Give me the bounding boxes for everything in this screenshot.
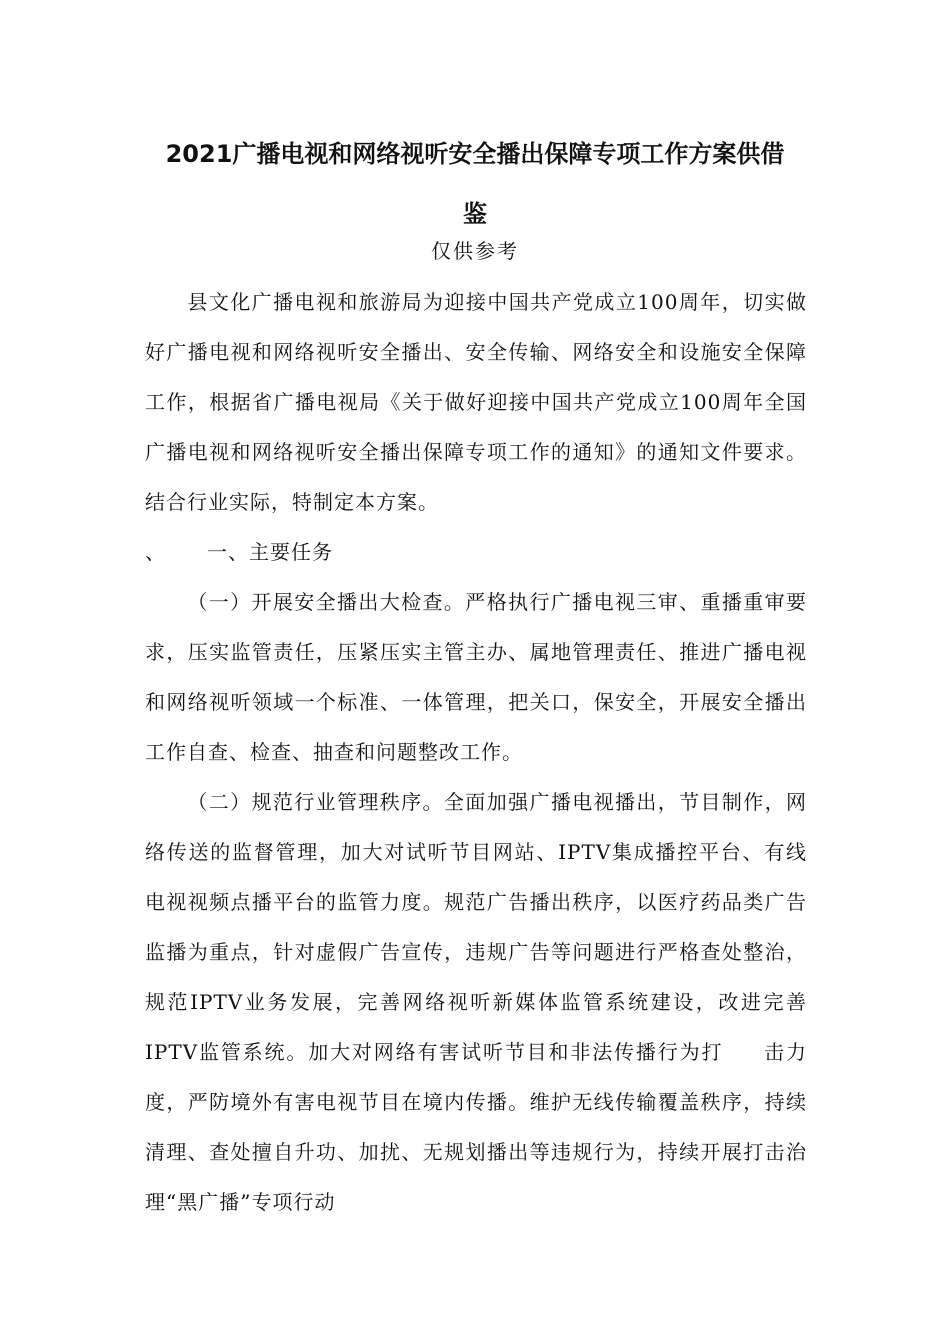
- paragraph-intro: [145, 277, 807, 527]
- section-heading-row: [145, 527, 807, 577]
- paragraph-task-2-text-a: （二）规范行业管理秩序。全面加强广播电视播出，节目制作，网络传送的监督管理，加大对试听节目网站、IPTV集成播控平台、有线电视视频点播平台的监管力度。规范广告播出秩序，以医疗药品类广告监播为重点，针对虚假广告宣传，违规广告等问题进行严格查处整治，规范IPTV业务发展，完善网络视听新媒体监管系统建设，改进完善IPTV监管系统。加大对网络有害试听节目和非法传播行为打: [145, 790, 807, 1064]
- paragraph-task-2-text-b: 击力度，严防境外有害电视节目在境内传播。维护无线传输覆盖秩序，持续清理、查处擅自升功、加扰、无规划播出等违规行为，持续开展打击治理“黑广播”专项行动: [145, 1040, 808, 1214]
- paragraph-intro-text: 县文化广播电视和旅游局为迎接中国共产党成立100周年，切实做好广播电视和网络视听安全播出、安全传输、网络安全和设施安全保障工作，根据省广播电视局《关于做好迎接中国共产党成立100周年全国广播电视和网络视听安全播出保障专项工作的通知》的通知文件要求。结合行业实际，特制定本方案。: [145, 290, 807, 514]
- paragraph-task-1-text: （一）开展安全播出大检查。严格执行广播电视三审、重播重审要求，压实监管责任，压紧压实主管主办、属地管理责任、推进广播电视和网络视听领域一个标准、一体管理，把关口，保安全，开展安全播出工作自查、检查、抽查和问题整改工作。: [145, 590, 807, 764]
- paragraph-task-1: [145, 577, 807, 777]
- title-line-2: 鉴: [463, 200, 487, 228]
- paragraph-task-2: [145, 777, 807, 1227]
- document-subtitle: 仅供参考: [431, 239, 519, 263]
- title-line-1: 2021广播电视和网络视听安全播出保障专项工作方案供借: [165, 140, 785, 168]
- section-mark: 、: [145, 540, 166, 564]
- document-title: [145, 124, 805, 244]
- section-heading: 一、主要任务: [207, 540, 333, 564]
